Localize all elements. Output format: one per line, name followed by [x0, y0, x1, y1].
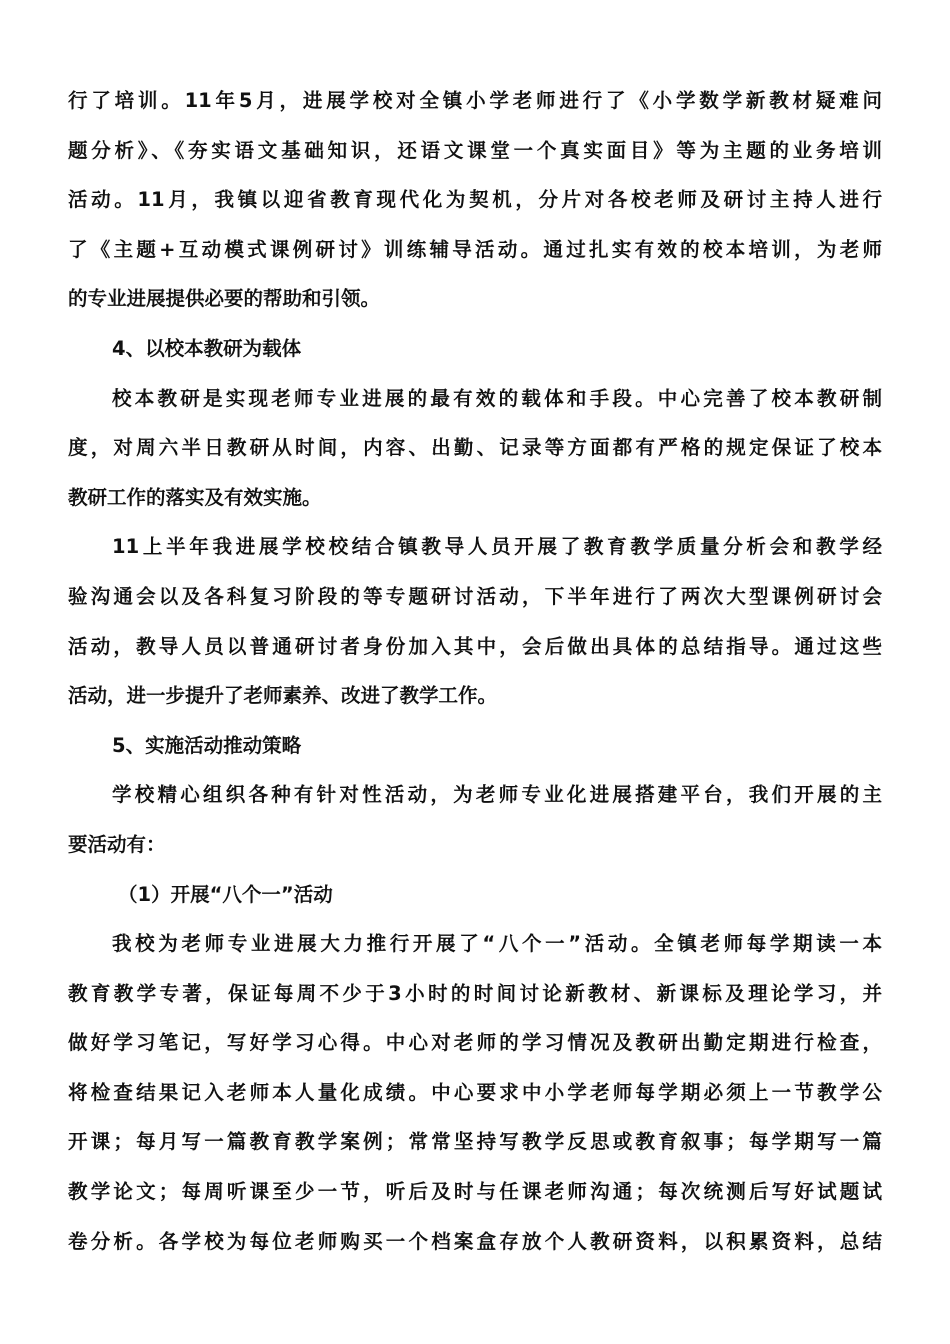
subsection-heading: （1）开展“八个一”活动	[118, 882, 333, 906]
section-heading: 4、以校本教研为载体	[112, 336, 302, 360]
paragraph-line: 活动，进一步提升了老师素养、改进了教学工作。	[68, 684, 498, 708]
paragraph-line: 我校为老师专业进展大力推行开展了“八个一”活动。全镇老师每学期读一本	[112, 932, 882, 956]
paragraph-line: 做好学习笔记，写好学习心得。中心对老师的学习情况及教研出勤定期进行检查，	[68, 1031, 882, 1055]
paragraph-line: 学校精心组织各种有针对性活动，为老师专业化进展搭建平台，我们开展的主	[112, 783, 882, 807]
paragraph-line: 度，对周六半日教研从时间，内容、出勤、记录等方面都有严格的规定保证了校本	[68, 436, 882, 460]
paragraph-line: 题分析》、《夯实语文基础知识，还语文课堂一个真实面目》等为主题的业务培训	[68, 138, 882, 162]
paragraph-line: 校本教研是实现老师专业进展的最有效的载体和手段。中心完善了校本教研制	[112, 386, 882, 410]
document-page	[68, 76, 882, 1266]
paragraph-line: 教研工作的落实及有效实施。	[68, 485, 322, 509]
paragraph-line: 开课；每月写一篇教育教学案例；常常坚持写教学反思或教育叙事；每学期写一篇	[68, 1130, 882, 1154]
paragraph-line: 活动，教导人员以普通研讨者身份加入其中，会后做出具体的总结指导。通过这些	[68, 634, 882, 658]
paragraph-line: 活动。11月，我镇以迎省教育现代化为契机，分片对各校老师及研讨主持人进行	[68, 188, 882, 212]
paragraph-line: 将检查结果记入老师本人量化成绩。中心要求中小学老师每学期必须上一节教学公	[68, 1080, 882, 1104]
paragraph-line: 行了培训。11年5月，进展学校对全镇小学老师进行了《小学数学新教材疑难问	[68, 89, 882, 112]
paragraph-line: 教学论文；每周听课至少一节，听后及时与任课老师沟通；每次统测后写好试题试	[68, 1180, 882, 1204]
paragraph-line: 的专业进展提供必要的帮助和引领。	[68, 287, 381, 311]
paragraph-line: 了《主题+互动模式课例研讨》训练辅导活动。通过扎实有效的校本培训，为老师	[68, 237, 882, 261]
paragraph-line: 验沟通会以及各科复习阶段的等专题研讨活动，下半年进行了两次大型课例研讨会	[68, 584, 882, 608]
paragraph-line: 教育教学专著，保证每周不少于3小时的时间讨论新教材、新课标及理论学习，并	[68, 981, 882, 1005]
section-heading: 5、实施活动推动策略	[112, 733, 302, 757]
paragraph-line: 11上半年我进展学校校结合镇教导人员开展了教育教学质量分析会和教学经	[112, 535, 882, 559]
paragraph-line: 卷分析。各学校为每位老师购买一个档案盒存放个人教研资料，以积累资料，总结	[68, 1229, 882, 1253]
paragraph-line: 要活动有：	[68, 832, 166, 856]
